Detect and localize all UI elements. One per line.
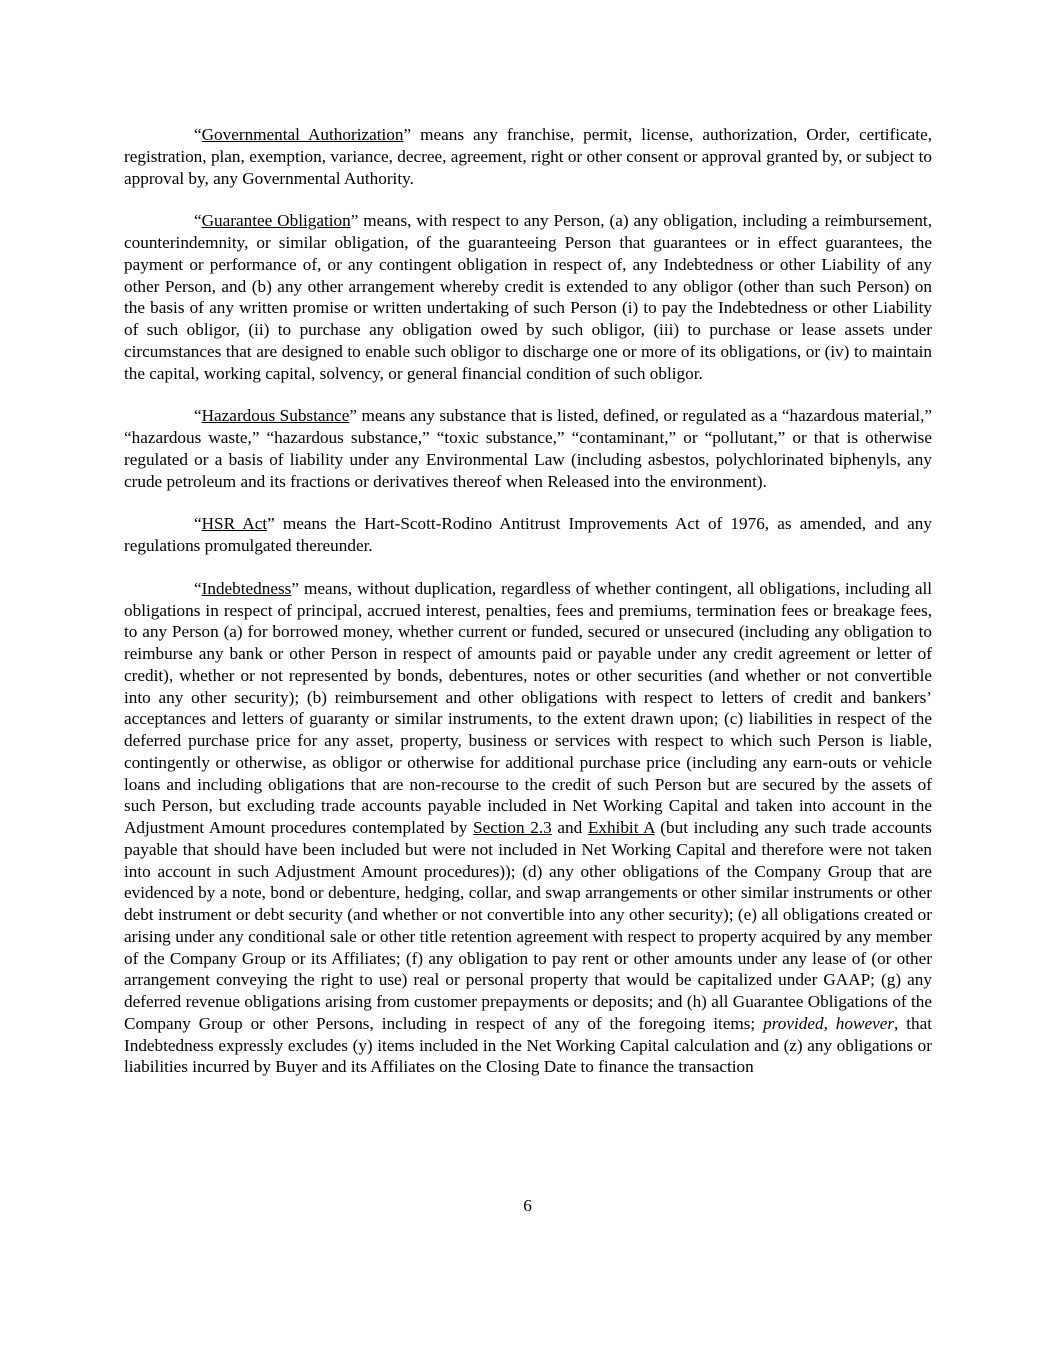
document-page	[124, 124, 932, 1099]
definition-guarantee-obligation	[124, 210, 932, 384]
definition-text: ” means the Hart-Scott-Rodino Antitrust Improvements Act of 1976, as amended, and any regulations promulgated thereunder.	[124, 514, 932, 555]
defined-term: Indebtedness	[201, 578, 292, 598]
definition-hazardous-substance	[124, 405, 932, 492]
definition-text: , that Indebtedness expressly excludes (y) items included in the Net Working Capital calculation and (z) any obligations or liabilities incurred by Buyer and its Affiliates on the Closing Date to finance the transaction	[124, 1013, 932, 1077]
definition-text: ” means any substance that is listed, defined, or regulated as a “hazardous material,” “hazardous waste,” “hazardous substance,” “toxic substance,” “contaminant,” or “pollutant,” or that is otherwise regulated or a basis of liability under any Environmental Law (including asbestos, polychlorinated biphenyls, any crude petroleum and its fractions or derivatives thereof when Released into the environment).	[124, 406, 932, 491]
proviso-text: provided, however	[763, 1013, 895, 1033]
open-quote: “	[194, 406, 202, 426]
defined-term: Guarantee Obligation	[201, 211, 351, 231]
defined-term: HSR Act	[201, 514, 268, 534]
definition-governmental-authorization	[124, 124, 932, 189]
definition-text: and	[551, 818, 588, 837]
definition-text: ” means, with respect to any Person, (a) any obligation, including a reimbursement, counterindemnity, or similar obligation, of the guaranteeing Person that guarantees or in effect guarantees, the payment or performance of, or any contingent obligation in respect of, any Indebtedness or other Liability of any other Person, and (b) any other arrangement whereby credit is extended to any obligor (other than such Person) on the basis of any written promise or written undertaking of such Person (i) to pay the Indebtedness or other Liability of such obligor, (ii) to purchase any obligation owed by such obligor, (iii) to purchase or lease assets under circumstances that are designed to enable such obligor to discharge one or more of its obligations, or (iv) to maintain the capital, working capital, solvency, or general financial condition of such obligor.	[124, 211, 932, 383]
definition-indebtedness	[124, 578, 932, 1078]
open-quote: “	[194, 514, 202, 534]
open-quote: “	[194, 125, 202, 144]
page-number: 6	[523, 1196, 532, 1215]
defined-term: Governmental Authorization	[201, 125, 404, 144]
definition-text: ” means any franchise, permit, license, authorization, Order, certificate, registration, plan, exemption, variance, decree, agreement, right or other consent or approval granted by, or subject to approval by, any Governmental Authority.	[124, 125, 932, 188]
open-quote: “	[194, 578, 202, 598]
exhibit-reference-link: Exhibit A	[587, 818, 655, 837]
definition-text: (but including any such trade accounts payable that should have been included but were not included in Net Working Capital and therefore were not taken into account in such Adjustment Amount procedures)); (d) any other obligations of the Company Group that are evidenced by a note, bond or debenture, hedging, collar, and swap arrangements or other similar instruments or other debt instrument or debt security (and whether or not convertible into any other security); (e) all obligations created or arising under any conditional sale or other title retention agreement with respect to property acquired by any member of the Company Group or its Affiliates; (f) any obligation to pay rent or other amounts under any lease of (or other arrangement conveying the right to use) real or personal property that would be capitalized under GAAP; (g) any deferred revenue obligations arising from customer prepayments or deposits; and (h) all Guarantee Obligations of the Company Group or other Persons, including in respect of any of the foregoing items;	[124, 818, 932, 1033]
section-reference-link: Section 2.3	[473, 818, 552, 837]
open-quote: “	[194, 211, 202, 231]
definition-text: ” means, without duplication, regardless of whether contingent, all obligations, including all obligations in respect of principal, accrued interest, penalties, fees and premiums, termination fees or breakage fees, to any Person (a) for borrowed money, whether current or funded, secured or unsecured (including any obligation to reimburse any bank or other Person in respect of amounts paid or payable under any credit agreement or letter of credit), whether or not represented by bonds, debentures, notes or other securities (and whether or not convertible into any other security); (b) reimbursement and other obligations with respect to letters of credit and bankers’ acceptances and letters of guaranty or similar instruments, to the extent drawn upon; (c) liabilities in respect of the deferred purchase price for any asset, property, business or services with respect to which such Person is liable, contingently or otherwise, as obligor or otherwise for additional purchase price (including any earn-outs or vehicle loans and including obligations that are non-recourse to the credit of such Person but are secured by the assets of such Person, but excluding trade accounts payable included in Net Working Capital and taken into account in the Adjustment Amount procedures contemplated by	[124, 578, 932, 837]
defined-term: Hazardous Substance	[201, 406, 350, 426]
definition-hsr-act	[124, 513, 932, 557]
